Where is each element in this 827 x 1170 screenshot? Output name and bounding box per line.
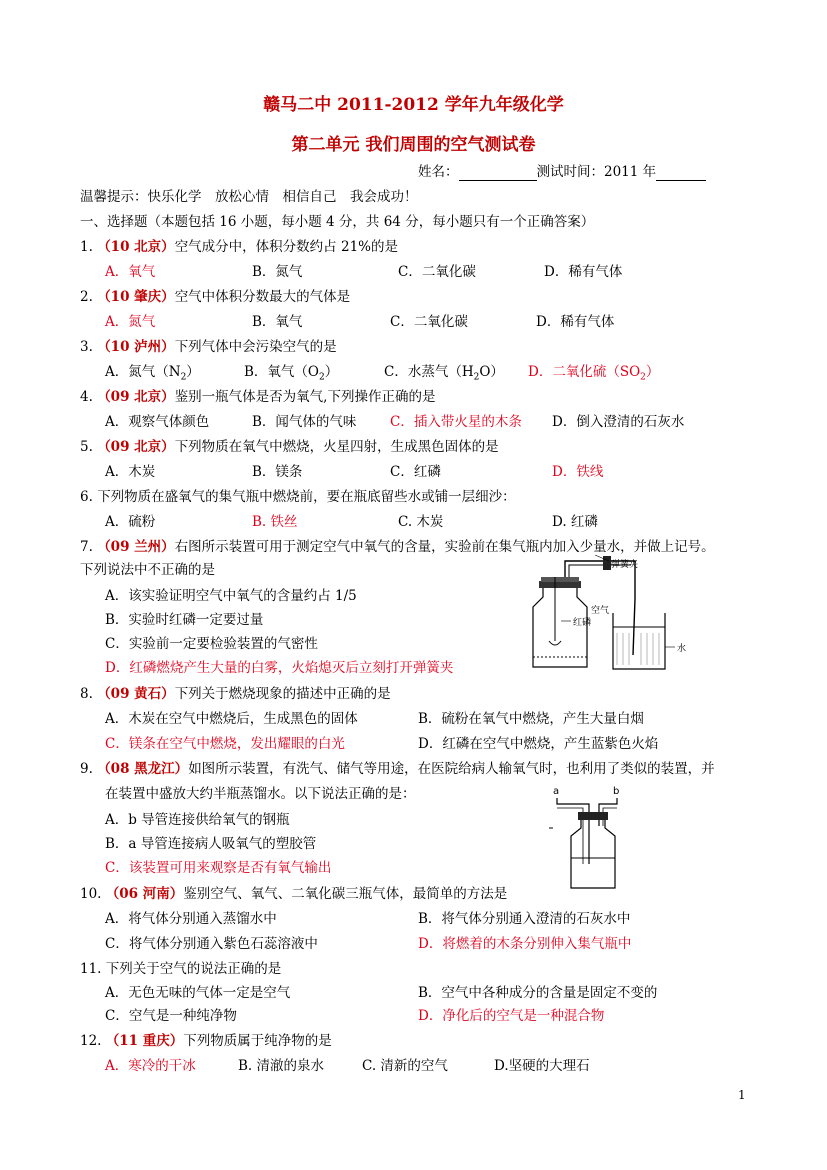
document-title: 赣马二中 2011-2012 学年九年级化学	[263, 95, 564, 115]
document-subtitle: 第二单元 我们周围的空气测试卷	[291, 135, 536, 155]
option-b: B. 铁丝	[252, 514, 298, 530]
option-a: A．寒冷的干冰	[105, 1058, 196, 1074]
option-a: A．b 导管连接供给氧气的钢瓶	[105, 812, 290, 828]
question-7-stem-2: 下列说法中不正确的是	[80, 562, 215, 578]
page-number: 1	[738, 1088, 746, 1102]
option-c: C．插入带火星的木条	[390, 414, 522, 430]
label-water: 水	[677, 644, 687, 654]
option-b: B．镁条	[252, 464, 303, 480]
option-d: D.坚硬的大理石	[494, 1058, 590, 1074]
option-a: A．观察气体颜色	[105, 414, 210, 430]
label-spring-clip: 弹簧夹	[611, 560, 639, 570]
option-d: D．红磷燃烧产生大量的白雾，火焰熄灭后立刻打开弹簧夹	[105, 660, 454, 676]
option-c: C．二氧化碳	[390, 314, 468, 330]
option-b: B．a 导管连接病人吸氧气的塑胶管	[105, 836, 317, 852]
option-c: C．实验前一定要检验装置的气密性	[105, 636, 318, 652]
option-b: B. 清澈的泉水	[238, 1058, 325, 1074]
option-c: C．镁条在空气中燃烧，发出耀眼的白光	[105, 736, 345, 752]
option-c: C．红磷	[390, 464, 441, 480]
apparatus-figure-2	[545, 784, 635, 892]
option-a: A．无色无味的气体一定是空气	[105, 985, 291, 1001]
option-b: B．硫粉在氧气中燃烧，产生大量白烟	[418, 711, 644, 727]
question-source: （09 北京）	[97, 439, 175, 455]
option-b: B．氧气	[252, 314, 303, 330]
question-source: （11 重庆）	[105, 1033, 184, 1049]
section-heading: 一、选择题（本题包括 16 小题，每小题 4 分，共 64 分，每小题只有一个正确答案）	[80, 214, 595, 230]
option-a: A．该实验证明空气中氧气的含量约占 1/5	[105, 588, 357, 604]
question-source: （10 北京）	[97, 239, 175, 255]
option-b: B．空气中各种成分的含量是固定不变的	[418, 985, 658, 1001]
option-a: A．氮气$(N_2)$	[105, 364, 200, 383]
question-11: 11. 下列关于空气的说法正确的是	[80, 961, 282, 977]
question-source: （10 肇庆）	[97, 289, 175, 305]
label-red-phosphorus: 红磷	[573, 618, 592, 628]
option-d: D．将燃着的木条分别伸入集气瓶中	[418, 936, 632, 952]
option-a: A．木炭	[105, 464, 156, 480]
option-a: A．木炭在空气中燃烧后，生成黑色的固体	[105, 711, 358, 727]
time-label: 测试时间：2011 年	[536, 164, 657, 180]
question-6: 6. 下列物质在盛氧气的集气瓶中燃烧前，要在瓶底留些水或铺一层细沙：	[80, 489, 516, 505]
label-b: b	[613, 786, 620, 797]
option-d: D．稀有气体	[536, 314, 615, 330]
question-source: （09 北京）	[97, 389, 175, 405]
option-a: A．硫粉	[105, 514, 156, 530]
option-b: B．实验时红磷一定要过量	[105, 612, 264, 628]
option-d: D．铁线	[552, 464, 604, 480]
question-source: （06 河南）	[105, 886, 184, 902]
question-source: （08 黑龙江）	[97, 761, 189, 777]
option-b: B．闻气体的气味	[252, 414, 357, 430]
question-source: （10 泸州）	[97, 339, 175, 355]
time-blank	[656, 164, 706, 181]
option-d: D．倒入澄清的石灰水	[552, 414, 685, 430]
question-4: 4. （09 北京）鉴别一瓶气体是否为氧气,下列操作正确的是	[80, 389, 436, 405]
apparatus-figure-1	[525, 555, 695, 675]
tip-text: 温馨提示：快乐化学 放松心情 相信自己 我会成功！	[80, 189, 418, 205]
question-source: （09 黄石）	[97, 686, 175, 702]
question-5: 5. （09 北京）下列物质在氧气中燃烧，火星四射，生成黑色固体的是	[80, 439, 499, 455]
option-d: D. 红磷	[552, 514, 598, 530]
option-c: C．空气是一种纯净物	[105, 1008, 237, 1024]
option-c: C．该装置可用来观察是否有氧气输出	[105, 860, 332, 876]
question-10: 10. （06 河南）鉴别空气、氧气、二氧化碳三瓶气体，最简单的方法是	[80, 886, 508, 902]
option-c: C．二氧化碳	[398, 264, 476, 280]
option-d: D．稀有气体	[544, 264, 623, 280]
label-air: 空气	[591, 606, 610, 616]
name-label: 姓名：	[418, 164, 459, 180]
option-a: A．将气体分别通入蒸馏水中	[105, 911, 277, 927]
name-blank	[459, 164, 537, 181]
option-b: B．将气体分别通入澄清的石灰水中	[418, 911, 631, 927]
option-c: C．将气体分别通入紫色石蕊溶液中	[105, 936, 318, 952]
question-7: 7. （09 兰州）右图所示装置可用于测定空气中氧气的含量，实验前在集气瓶内加入少量水，并做上记号。	[80, 539, 715, 555]
option-d: D．净化后的空气是一种混合物	[418, 1008, 605, 1024]
question-1: 1. （10 北京）空气成分中，体积分数约占 21%的是	[80, 239, 398, 255]
label-a: a	[553, 786, 560, 797]
question-source: （09 兰州）	[97, 539, 175, 555]
option-c: C．水蒸气$(H_2O)$	[384, 364, 504, 383]
option-b: B．氧气$(O_2)$	[244, 364, 339, 383]
question-9-stem-2: 在装置中盛放大约半瓶蒸馏水。以下说法正确的是：	[105, 786, 416, 802]
question-2: 2. （10 肇庆）空气中体积分数最大的气体是	[80, 289, 351, 305]
option-d: D．红磷在空气中燃烧，产生蓝紫色火焰	[418, 736, 659, 752]
option-b: B．氮气	[252, 264, 303, 280]
question-12: 12. （11 重庆）下列物质属于纯净物的是	[80, 1033, 332, 1049]
option-c: C. 清新的空气	[362, 1058, 448, 1074]
question-3: 3. （10 泸州）下列气体中会污染空气的是	[80, 339, 337, 355]
option-a: A．氧气	[105, 264, 156, 280]
option-a: A．氮气	[105, 314, 156, 330]
option-d: D．二氧化硫$(SO_2)$	[528, 364, 660, 383]
question-9: 9. （08 黑龙江）如图所示装置，有洗气、储气等用途，在医院给病人输氧气时，也利用了类似的装置，并	[80, 761, 715, 777]
name-time-line	[418, 160, 706, 181]
option-c: C. 木炭	[398, 514, 444, 530]
question-8: 8. （09 黄石）下列关于燃烧现象的描述中正确的是	[80, 686, 391, 702]
